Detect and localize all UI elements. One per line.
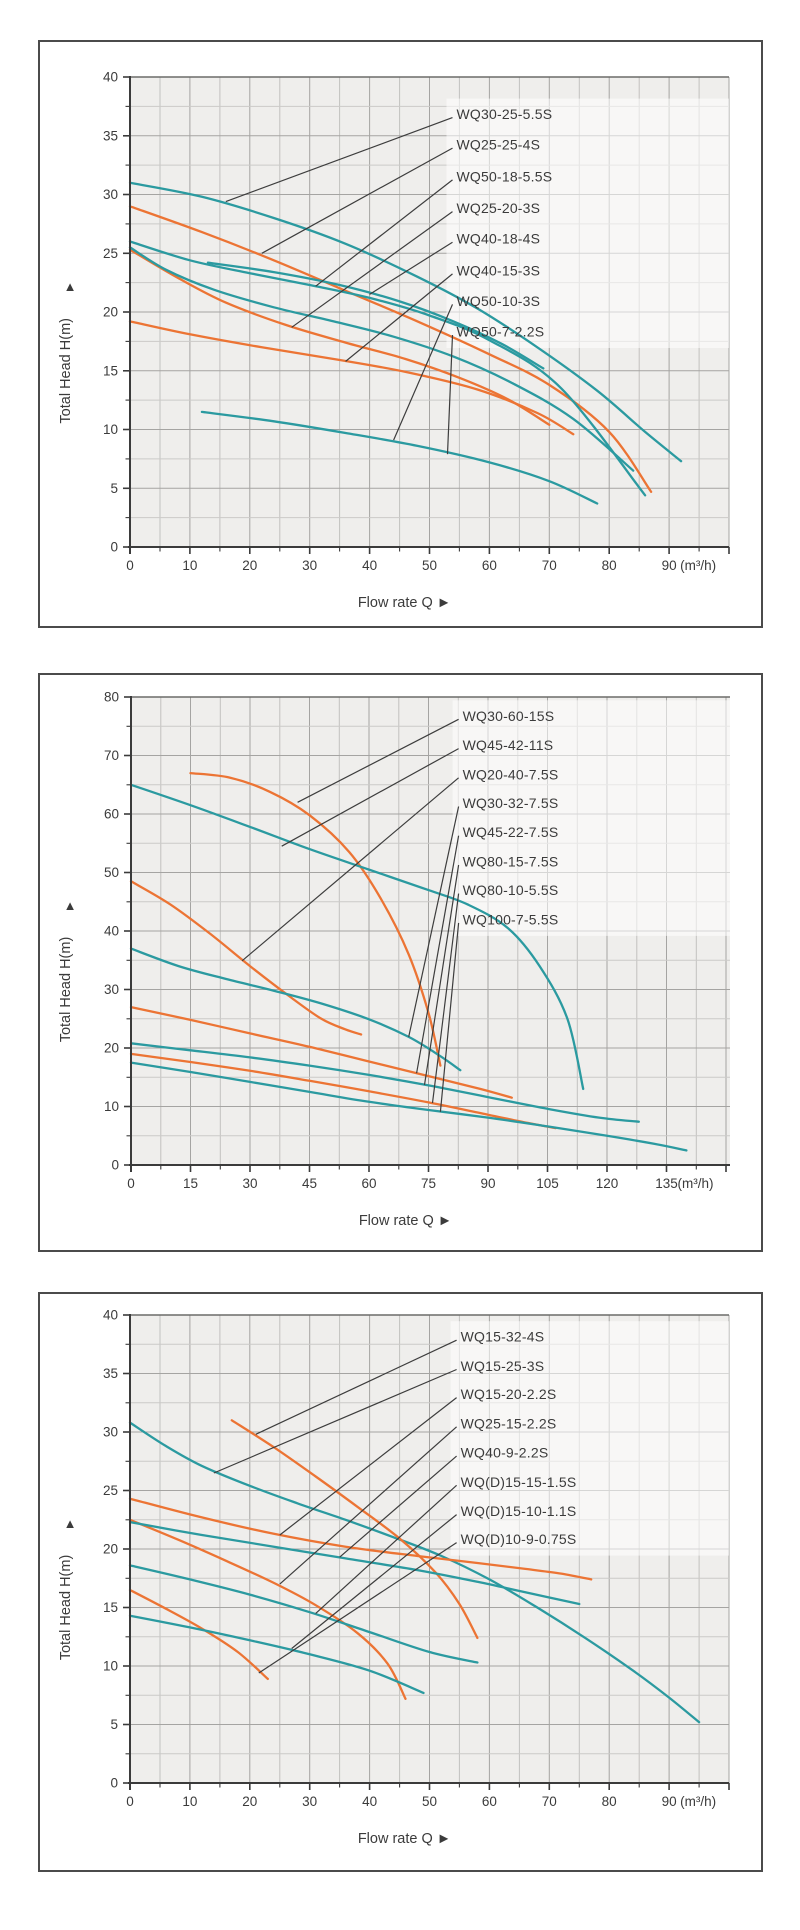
x-unit-label: (m³/h)	[680, 558, 717, 573]
pump-curve-panel-2	[38, 673, 763, 1252]
curve-label-WQ80-10-5.5S: WQ80-10-5.5S	[462, 882, 559, 899]
x-tick-label: 50	[421, 558, 438, 573]
x-tick-label: 15	[182, 1176, 199, 1191]
y-tick-label: 20	[103, 1040, 119, 1056]
y-tick-label: 30	[103, 982, 119, 997]
curve-label-WQ25-15-2.2S: WQ25-15-2.2S	[460, 1415, 557, 1432]
y-axis-arrow-icon: ▲	[63, 1515, 77, 1531]
x-tick-label: 0	[126, 1794, 134, 1809]
curve-label-WQ15-25-3S: WQ15-25-3S	[460, 1358, 545, 1374]
label-box	[451, 1321, 729, 1555]
x-tick-label: 30	[302, 1794, 318, 1809]
y-axis-title: Total Head H(m)	[58, 1554, 74, 1661]
curve-label-WQ40-15-3S: WQ40-15-3S	[456, 262, 541, 279]
x-tick-label: 0	[126, 558, 134, 573]
x-tick-label: 50	[421, 1794, 438, 1809]
pump-chart-svg-3	[40, 1294, 761, 1870]
curve-label-WQ40-9-2.2S: WQ40-9-2.2S	[460, 1444, 549, 1461]
x-tick-label: 20	[242, 1794, 258, 1809]
curve-label-WQ30-32-7.5S: WQ30-32-7.5S	[462, 795, 559, 811]
x-tick-label: 30	[242, 1176, 258, 1191]
x-tick-label: 70	[541, 558, 557, 573]
curve-label-WQ80-15-7.5S: WQ80-15-7.5S	[462, 853, 559, 870]
y-tick-label: 5	[110, 480, 118, 496]
x-tick-label: 60	[481, 1794, 497, 1809]
curve-label-WQ15-20-2.2S: WQ15-20-2.2S	[460, 1386, 557, 1403]
x-tick-label: 80	[601, 1794, 617, 1809]
curve-label-WQ45-42-11S: WQ45-42-11S	[462, 737, 554, 754]
y-tick-label: 40	[102, 1307, 118, 1323]
x-tick-label: 20	[242, 558, 258, 573]
y-tick-label: 50	[103, 865, 119, 880]
y-tick-label: 5	[110, 1717, 118, 1732]
y-axis-title: Total Head H(m)	[58, 318, 74, 424]
x-axis-title: Flow rate Q ►	[357, 595, 452, 611]
x-tick-label: 75	[420, 1176, 437, 1191]
y-axis-title: Total Head H(m)	[58, 936, 74, 1043]
y-tick-label: 25	[102, 245, 118, 261]
pump-curve-panel-1	[38, 40, 763, 628]
x-tick-label: 90	[661, 1794, 677, 1809]
curve-label-WQ45-22-7.5S: WQ45-22-7.5S	[462, 824, 559, 841]
y-tick-label: 20	[102, 1541, 118, 1557]
y-tick-label: 30	[102, 187, 118, 202]
x-tick-label: 45	[301, 1176, 318, 1191]
label-box	[453, 700, 730, 936]
x-unit-label: (m³/h)	[680, 1794, 717, 1809]
y-tick-label: 60	[103, 806, 119, 822]
y-tick-label: 30	[102, 1424, 118, 1440]
y-tick-label: 15	[102, 363, 118, 379]
x-unit-label: (m³/h)	[677, 1176, 714, 1191]
x-tick-label: 135	[655, 1176, 678, 1191]
y-tick-label: 80	[103, 689, 119, 705]
y-tick-label: 70	[103, 748, 119, 763]
curve-label-WQ100-7-5.5S: WQ100-7-5.5S	[462, 911, 559, 928]
x-tick-label: 90	[480, 1176, 496, 1191]
y-tick-label: 20	[102, 304, 118, 320]
y-tick-label: 10	[102, 422, 118, 437]
y-tick-label: 10	[102, 1658, 118, 1674]
curve-label-WQ30-25-5.5S: WQ30-25-5.5S	[456, 106, 553, 123]
curve-label-WQ20-40-7.5S: WQ20-40-7.5S	[462, 766, 559, 783]
curve-label-WQ15-32-4S: WQ15-32-4S	[460, 1328, 545, 1345]
curve-label-WQ(D)15-10-1.1S: WQ(D)15-10-1.1S	[460, 1503, 577, 1520]
y-tick-label: 35	[102, 128, 118, 144]
curve-label-WQ50-18-5.5S: WQ50-18-5.5S	[456, 168, 553, 185]
y-axis-arrow-icon: ▲	[63, 278, 77, 294]
pump-chart-svg-2	[40, 675, 761, 1250]
x-tick-label: 10	[182, 1794, 198, 1809]
y-tick-label: 40	[102, 69, 118, 85]
x-tick-label: 120	[595, 1176, 619, 1191]
curve-label-WQ40-18-4S: WQ40-18-4S	[456, 230, 541, 247]
y-tick-label: 0	[110, 1775, 118, 1791]
y-axis-arrow-icon: ▲	[63, 897, 77, 913]
x-tick-label: 70	[541, 1794, 557, 1809]
x-tick-label: 30	[302, 558, 318, 573]
x-axis-title: Flow rate Q ►	[357, 1831, 452, 1847]
y-tick-label: 10	[103, 1099, 119, 1114]
x-tick-label: 10	[182, 558, 198, 573]
curve-label-WQ25-20-3S: WQ25-20-3S	[456, 200, 541, 217]
x-tick-label: 60	[481, 558, 497, 573]
curve-label-WQ(D)10-9-0.75S: WQ(D)10-9-0.75S	[460, 1531, 577, 1548]
x-axis-title: Flow rate Q ►	[358, 1213, 453, 1229]
x-tick-label: 80	[601, 558, 617, 573]
x-tick-label: 0	[127, 1176, 135, 1191]
x-tick-label: 105	[536, 1176, 559, 1191]
x-tick-label: 60	[361, 1176, 377, 1191]
curve-label-WQ50-7-2.2S: WQ50-7-2.2S	[456, 323, 545, 340]
y-tick-label: 25	[102, 1483, 118, 1498]
x-tick-label: 40	[362, 1794, 378, 1809]
x-tick-label: 40	[362, 558, 378, 573]
curve-label-WQ30-60-15S: WQ30-60-15S	[462, 707, 555, 724]
y-tick-label: 15	[102, 1600, 118, 1615]
pump-chart-svg-1	[40, 42, 761, 626]
y-tick-label: 0	[111, 1157, 119, 1173]
curve-label-WQ(D)15-15-1.5S: WQ(D)15-15-1.5S	[460, 1473, 577, 1490]
y-tick-label: 0	[110, 539, 118, 555]
y-tick-label: 40	[103, 923, 119, 939]
x-tick-label: 90	[661, 558, 677, 573]
pump-curve-panel-3	[38, 1292, 763, 1872]
curve-label-WQ50-10-3S: WQ50-10-3S	[456, 292, 541, 309]
curve-label-WQ25-25-4S: WQ25-25-4S	[456, 136, 541, 153]
y-tick-label: 35	[102, 1366, 118, 1381]
